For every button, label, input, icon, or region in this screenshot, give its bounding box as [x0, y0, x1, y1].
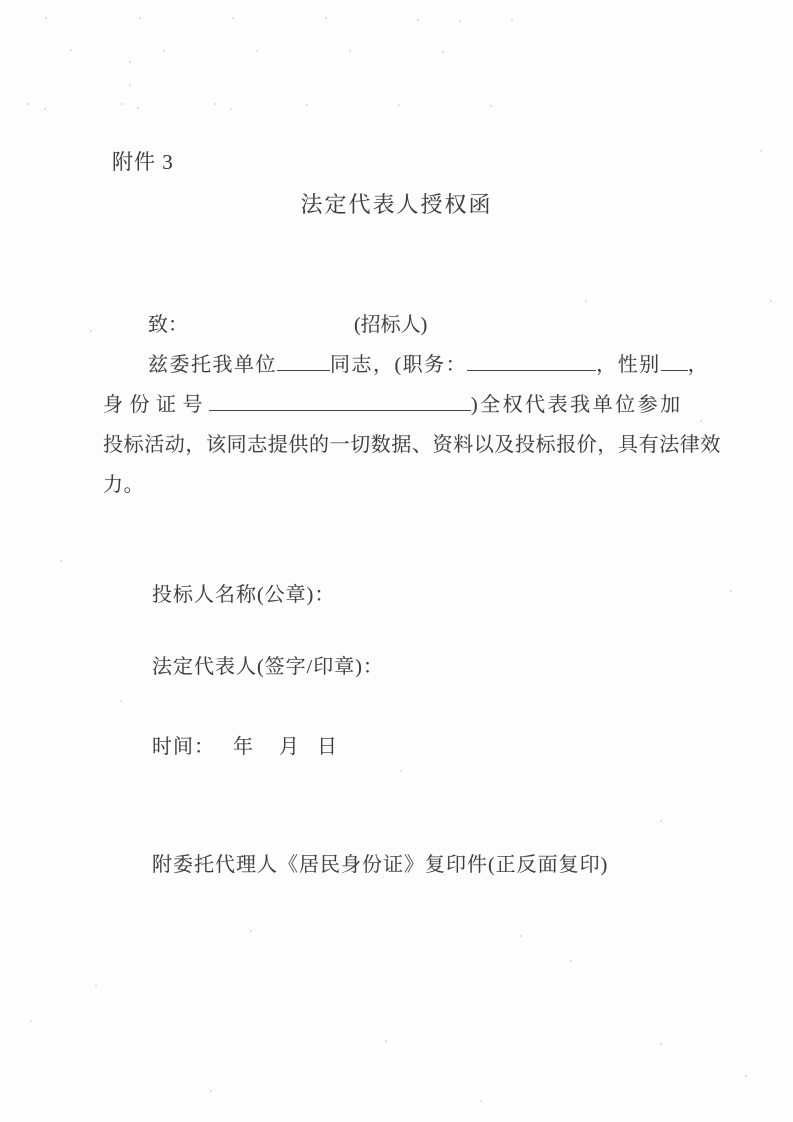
scan-speck [760, 150, 762, 152]
text-run: 时间： [152, 736, 215, 758]
fill-in-blank [467, 367, 596, 371]
bidder-name-label: 投标人名称(公章)： [152, 584, 336, 606]
fill-in-blank [277, 367, 330, 371]
letter-body [103, 305, 721, 505]
scan-speck [121, 103, 123, 105]
date-line [152, 732, 338, 762]
scan-speck [230, 108, 232, 110]
text-run: )全权代表我单位参加 [471, 394, 683, 416]
scan-speck [90, 330, 92, 332]
scan-speck [700, 420, 702, 422]
text-run: 日 [317, 736, 338, 758]
document-title: 法定代表人授权函 [300, 192, 493, 217]
scan-speck [480, 1100, 482, 1102]
footer-note: 附委托代理人《居民身份证》复印件(正反面复印) [152, 854, 609, 876]
scan-speck [250, 930, 252, 932]
scan-speck [385, 1040, 387, 1042]
scan-speck [730, 590, 732, 592]
salutation-line [103, 305, 709, 345]
text-run: 月 [279, 736, 300, 758]
text-run: 年 [233, 736, 254, 758]
scan-speck [45, 17, 47, 19]
scan-speck [256, 50, 258, 52]
spacer [300, 751, 317, 753]
scan-speck [129, 61, 131, 63]
scan-speck [520, 935, 522, 937]
scan-speck [306, 104, 308, 106]
scan-speck [214, 103, 216, 105]
scan-speck [60, 560, 62, 562]
scan-speck [660, 820, 662, 822]
spacer [254, 751, 279, 753]
scan-speck [570, 960, 572, 962]
scan-speck [232, 17, 234, 19]
paragraph-line-entrust [103, 345, 709, 385]
scan-speck [660, 1043, 662, 1045]
scan-speck [210, 1090, 212, 1092]
scan-speck [310, 870, 312, 872]
scan-speck [417, 19, 419, 21]
scan-speck [137, 107, 139, 109]
text-run: 致： [148, 314, 188, 336]
text-run: ，性别 [596, 354, 661, 376]
scan-speck [770, 300, 772, 302]
scan-speck [400, 770, 402, 772]
scan-speck [585, 300, 587, 302]
text-run: ， [687, 354, 710, 376]
text-run: 身份证号 [103, 394, 209, 416]
scan-speck [27, 103, 29, 105]
paragraph-line-bidding: 投标活动，该同志提供的一切数据、资料以及投标报价，具有法律效 [103, 434, 721, 456]
text-run: 同志，(职务： [330, 354, 468, 376]
scan-speck [459, 20, 461, 22]
legal-representative-label: 法定代表人(签字/印章)： [152, 656, 384, 678]
scan-speck [44, 108, 46, 110]
text-run: (招标人) [354, 314, 428, 336]
scan-speck [490, 105, 492, 107]
fill-in-blank [661, 367, 688, 371]
scan-speck [95, 985, 97, 987]
scan-speck [70, 49, 72, 51]
scan-speck [349, 50, 351, 52]
scan-speck [511, 19, 513, 21]
scan-speck [442, 51, 444, 53]
scan-speck [745, 1075, 747, 1077]
scan-speck [325, 17, 327, 19]
fill-in-blank [209, 407, 471, 411]
scan-speck [129, 84, 131, 86]
scan-speck [30, 1020, 32, 1022]
scan-speck [398, 104, 400, 106]
spacer [188, 329, 354, 331]
text-run: 兹委托我单位 [148, 354, 277, 376]
attachment-label: 附件 3 [112, 150, 174, 174]
paragraph-line-idcard [103, 385, 709, 425]
scan-speck [120, 700, 122, 702]
scan-speck [163, 50, 165, 52]
scan-speck [139, 17, 141, 19]
paragraph-line-closing: 力。 [103, 474, 145, 496]
spacer [215, 751, 233, 753]
